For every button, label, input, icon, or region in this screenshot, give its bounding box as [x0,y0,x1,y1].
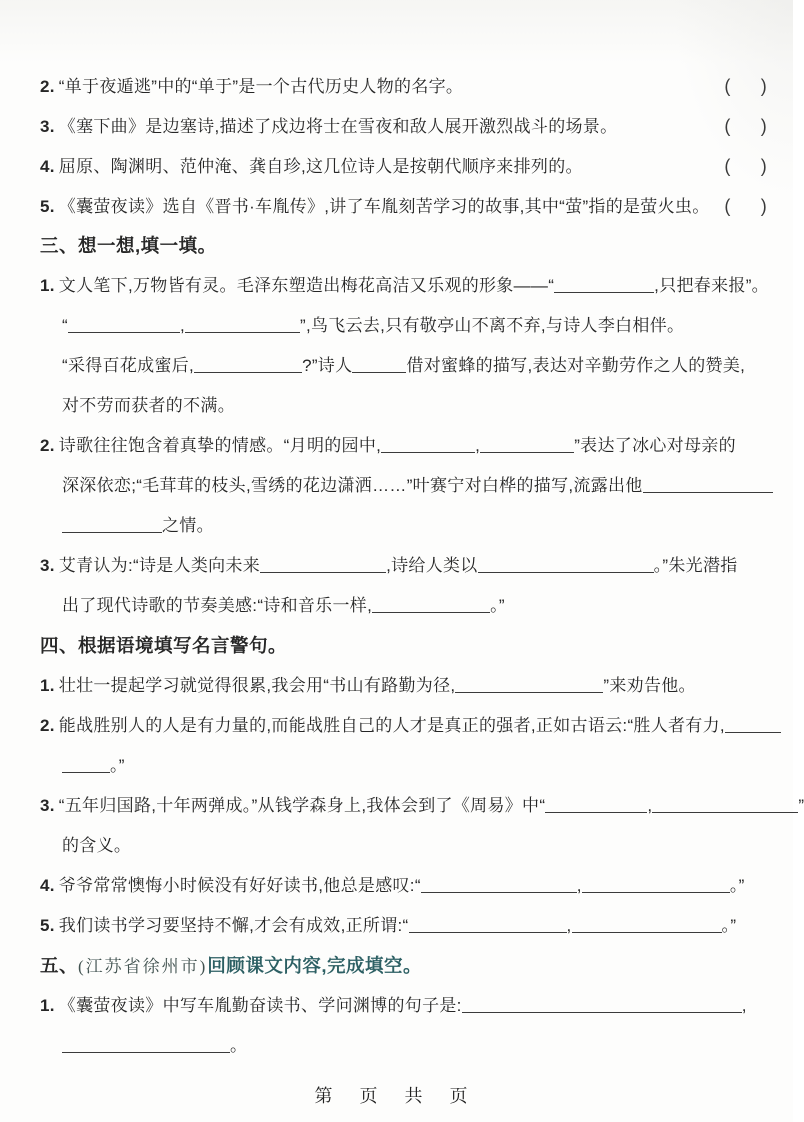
truefalse-item-5 [40,186,767,226]
item-number: 1. [40,676,55,695]
section-heading-accent: 回顾课文内容,完成填空。 [207,955,422,976]
section-3-item-1-line-3 [40,346,767,386]
answer-blank [572,918,722,933]
answer-paren-close: ) [760,116,767,136]
text-run: 《塞下曲》是边塞诗,描述了戍边将士在雪夜和敌人展开激烈战斗的场景。 [58,117,618,136]
item-number: 3. [40,117,55,136]
section-3-item-3-line-1 [40,546,767,586]
section-3-item-2-line-2 [40,466,767,506]
text-run: ?”诗人 [302,356,353,375]
section-heading: 五、 [40,955,79,976]
section-3-item-1-line-4 [40,386,767,426]
section-3-item-2-line-1 [40,426,767,466]
answer-paren-open: ( [724,156,731,176]
answer-blank [462,998,742,1013]
answer-blank [185,318,300,333]
text-run: 。” [721,916,737,935]
section-5-heading [40,946,767,986]
answer-paren-close: ) [760,196,767,216]
answer-blank [372,598,490,613]
text-run: 爷爷常常懊悔小时候没有好好读书,他总是感叹:“ [58,876,421,895]
text-run: 《囊萤夜读》选自《晋书·车胤传》,讲了车胤刻苦学习的故事,其中“萤”指的是萤火虫。 [58,197,710,216]
text-run: 艾青认为:“诗是人类向未来 [58,556,261,575]
text-run: ,诗给人类以 [386,556,478,575]
truefalse-item-2 [40,66,767,106]
text-run: 出了现代诗歌的节奏美感:“诗和音乐一样, [62,596,373,615]
text-run: “五年归国路,十年两弹成。”从钱学森身上,我体会到了《周易》中“ [58,796,546,815]
section-heading: 三、想一想,填一填。 [40,235,217,256]
text-run: 。” [110,756,125,775]
text-run: 对不劳而获者的不满。 [62,396,235,415]
item-number: 3. [40,556,55,575]
section-4-item-2-line-1 [40,706,767,746]
section-3-heading [40,226,767,266]
text-run: 诗歌往往饱含着真挚的情感。“月明的园中, [58,436,382,455]
answer-blank [194,358,302,373]
text-run: 。”朱光潜指 [653,556,738,575]
section-5-item-1-line-2 [40,1026,767,1066]
text-run: 的含义。 [62,836,132,855]
answer-blank [409,918,567,933]
text-run: 。” [490,596,505,615]
item-number: 1. [40,996,55,1015]
text-run: ”,鸟飞云去,只有敬亭山不离不弃,与诗人李白相伴。 [300,316,685,335]
item-number: 3. [40,796,55,815]
text-run: ”来劝告他。 [603,676,696,695]
text-run: 屈原、陶渊明、范仲淹、龚自珍,这几位诗人是按朝代顺序来排列的。 [58,157,583,176]
text-run: “单于夜遁逃”中的“单于”是一个古代历史人物的名字。 [58,77,464,96]
answer-blank [554,278,654,293]
text-run: ,只把春来报”。 [654,276,769,295]
source-annotation: (江苏省徐州市) [78,957,208,976]
answer-blank [352,358,406,373]
text-run: 。 [230,1036,248,1055]
text-run: , [647,796,653,815]
truefalse-item-4 [40,146,767,186]
answer-blank [421,878,577,893]
truefalse-item-3 [40,106,767,146]
section-3-item-1-line-2 [40,306,767,346]
answer-blank [455,678,603,693]
item-number: 2. [40,77,55,96]
answer-blank [68,318,180,333]
item-number: 1. [40,276,55,295]
answer-paren-open: ( [724,116,731,136]
item-number: 5. [40,916,55,935]
answer-blank [62,758,110,773]
answer-blank [545,798,647,813]
section-3-item-1-line-1 [40,266,767,306]
section-3-item-3-line-2 [40,586,767,626]
text-run: 我们读书学习要坚持不懈,才会有成效,正所谓:“ [58,916,409,935]
section-4-item-4 [40,866,767,906]
text-run: ”表达了冰心对母亲的 [574,436,736,455]
answer-blank [480,438,574,453]
answer-blank [652,798,798,813]
scan-shading-top [0,0,793,64]
text-run: 借对蜜蜂的描写,表达对辛勤劳作之人的赞美, [406,356,746,375]
answer-paren-open: ( [724,76,731,96]
text-run: 壮壮一提起学习就觉得很累,我会用“书山有路勤为径, [58,676,456,695]
section-4-item-1 [40,666,767,706]
answer-blank [582,878,730,893]
text-run: “采得百花成蜜后, [62,356,195,375]
text-run: 文人笔下,万物皆有灵。毛泽东塑造出梅花高洁又乐观的形象——“ [58,276,555,295]
text-run: , [179,316,185,335]
text-run: 能战胜别人的人是有力量的,而能战胜自己的人才是真正的强者,正如古语云:“胜人者有力, [58,716,725,735]
answer-blank [725,718,781,733]
text-run: “ [62,316,68,335]
item-number: 5. [40,197,55,216]
answer-blank [381,438,475,453]
answer-blank [643,478,773,493]
page-footer: 第 页 共 页 [314,1086,479,1106]
item-number: 4. [40,157,55,176]
text-run: , [566,916,572,935]
section-4-item-3-line-1 [40,786,804,826]
section-4-item-3-line-2 [40,826,767,866]
section-3-item-2-line-3 [40,506,767,546]
answer-blank [478,558,654,573]
answer-paren-open: ( [724,196,731,216]
text-run: 之情。 [162,516,214,535]
text-run: 。” [729,876,745,895]
answer-blank [62,1038,230,1053]
section-heading: 四、根据语境填写名言警句。 [40,635,288,656]
answer-paren-close: ) [760,156,767,176]
item-number: 2. [40,716,55,735]
section-4-heading [40,626,767,666]
text-run: 《囊萤夜读》中写车胤勤奋读书、学问渊博的句子是: [58,996,462,1015]
document-body [40,66,804,1066]
section-5-item-1-line-1 [40,986,767,1026]
section-4-item-5 [40,906,767,946]
text-run: , [475,436,481,455]
answer-blank [62,518,162,533]
text-run: 深深依恋;“毛茸茸的枝头,雪绣的花边潇洒……”叶赛宁对白桦的描写,流露出他 [62,476,643,495]
text-run: , [576,876,582,895]
item-number: 4. [40,876,55,895]
answer-blank [260,558,386,573]
text-run: ” [798,796,804,815]
item-number: 2. [40,436,55,455]
answer-paren-close: ) [760,76,767,96]
text-run: , [741,996,747,1015]
section-4-item-2-line-2 [40,746,767,786]
